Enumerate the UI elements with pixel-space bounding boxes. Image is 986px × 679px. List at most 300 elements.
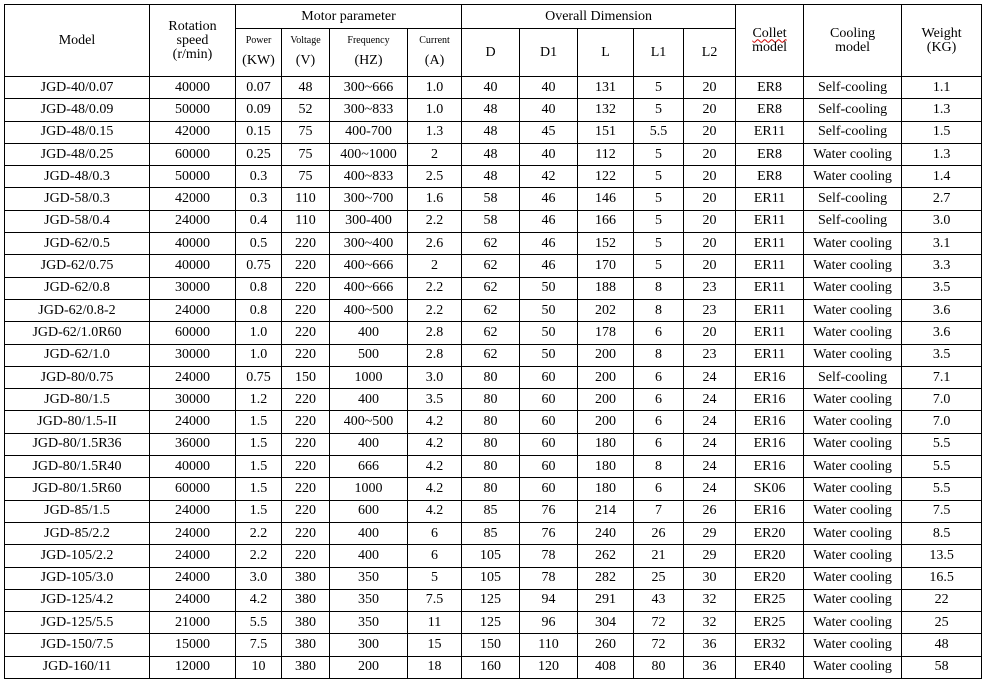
header-model: Model	[5, 5, 150, 77]
cell-model: JGD-62/1.0	[5, 344, 150, 366]
cell-dim-l: 262	[578, 545, 634, 567]
cell-frequency: 300~700	[330, 188, 408, 210]
cell-dim-l1: 5	[634, 188, 684, 210]
cell-rotation-speed: 24000	[150, 522, 236, 544]
cell-power: 0.8	[236, 299, 282, 321]
cell-dim-l1: 5	[634, 210, 684, 232]
cell-voltage: 75	[282, 166, 330, 188]
cell-collet: ER32	[736, 634, 804, 656]
cell-dim-d: 160	[462, 656, 520, 678]
cell-power: 7.5	[236, 634, 282, 656]
cell-cooling: Self-cooling	[804, 77, 902, 99]
table-row	[5, 656, 982, 678]
cell-model: JGD-150/7.5	[5, 634, 150, 656]
cell-dim-l1: 5	[634, 77, 684, 99]
cell-frequency: 600	[330, 500, 408, 522]
cell-cooling: Water cooling	[804, 589, 902, 611]
cell-model: JGD-48/0.15	[5, 121, 150, 143]
cell-model: JGD-160/11	[5, 656, 150, 678]
cell-collet: ER8	[736, 99, 804, 121]
cell-dim-l: 152	[578, 233, 634, 255]
table-row	[5, 344, 982, 366]
cell-weight: 13.5	[902, 545, 982, 567]
cell-collet: ER20	[736, 545, 804, 567]
cell-dim-l2: 24	[684, 456, 736, 478]
cell-dim-d: 125	[462, 589, 520, 611]
cell-voltage: 220	[282, 500, 330, 522]
table-row	[5, 143, 982, 165]
cell-dim-d: 62	[462, 233, 520, 255]
cell-rotation-speed: 42000	[150, 121, 236, 143]
cell-power: 5.5	[236, 612, 282, 634]
cell-power: 0.3	[236, 166, 282, 188]
cell-power: 0.15	[236, 121, 282, 143]
cell-cooling: Water cooling	[804, 634, 902, 656]
cell-current: 3.0	[408, 366, 462, 388]
cell-model: JGD-125/5.5	[5, 612, 150, 634]
cell-dim-l1: 72	[634, 612, 684, 634]
table-row	[5, 77, 982, 99]
cell-frequency: 400	[330, 522, 408, 544]
cell-dim-l2: 26	[684, 500, 736, 522]
cell-dim-l1: 8	[634, 299, 684, 321]
cell-voltage: 110	[282, 188, 330, 210]
cell-dim-l1: 25	[634, 567, 684, 589]
cell-power: 2.2	[236, 545, 282, 567]
cell-collet: ER11	[736, 344, 804, 366]
header-weight	[902, 5, 982, 77]
cell-current: 2.6	[408, 233, 462, 255]
cell-power: 0.3	[236, 188, 282, 210]
cell-weight: 8.5	[902, 522, 982, 544]
cell-dim-l1: 6	[634, 322, 684, 344]
cell-model: JGD-48/0.3	[5, 166, 150, 188]
cell-current: 2	[408, 143, 462, 165]
cell-dim-d: 105	[462, 545, 520, 567]
cell-rotation-speed: 24000	[150, 366, 236, 388]
cell-power: 1.0	[236, 322, 282, 344]
cell-model: JGD-125/4.2	[5, 589, 150, 611]
cell-rotation-speed: 50000	[150, 99, 236, 121]
cell-model: JGD-80/0.75	[5, 366, 150, 388]
cell-collet: ER11	[736, 121, 804, 143]
cell-weight: 58	[902, 656, 982, 678]
cell-current: 7.5	[408, 589, 462, 611]
cell-dim-d: 150	[462, 634, 520, 656]
cell-frequency: 200	[330, 656, 408, 678]
cell-voltage: 380	[282, 612, 330, 634]
cell-cooling: Water cooling	[804, 233, 902, 255]
cell-dim-l1: 6	[634, 478, 684, 500]
cell-dim-l2: 23	[684, 299, 736, 321]
cell-dim-l: 180	[578, 478, 634, 500]
header-weight-line2: (KG)	[926, 39, 957, 55]
spec-table-body	[5, 77, 982, 679]
cell-current: 2.2	[408, 299, 462, 321]
cell-voltage: 220	[282, 255, 330, 277]
cell-dim-d1: 46	[520, 233, 578, 255]
cell-dim-l1: 5	[634, 233, 684, 255]
cell-dim-l2: 23	[684, 344, 736, 366]
cell-frequency: 400~833	[330, 166, 408, 188]
cell-dim-d: 62	[462, 299, 520, 321]
cell-rotation-speed: 24000	[150, 210, 236, 232]
cell-voltage: 110	[282, 210, 330, 232]
cell-current: 18	[408, 656, 462, 678]
cell-dim-l1: 72	[634, 634, 684, 656]
cell-collet: SK06	[736, 478, 804, 500]
cell-dim-d1: 46	[520, 255, 578, 277]
cell-dim-l2: 24	[684, 366, 736, 388]
cell-frequency: 400~500	[330, 411, 408, 433]
cell-dim-l: 170	[578, 255, 634, 277]
cell-dim-d: 48	[462, 99, 520, 121]
cell-weight: 3.3	[902, 255, 982, 277]
cell-weight: 1.5	[902, 121, 982, 143]
cell-dim-d1: 40	[520, 143, 578, 165]
cell-voltage: 380	[282, 589, 330, 611]
cell-voltage: 52	[282, 99, 330, 121]
cell-dim-l1: 5	[634, 166, 684, 188]
table-row	[5, 522, 982, 544]
table-row	[5, 589, 982, 611]
cell-dim-d: 105	[462, 567, 520, 589]
cell-dim-l2: 20	[684, 210, 736, 232]
header-dim-d: D	[462, 29, 520, 77]
header-weight-line1: Weight	[921, 25, 962, 41]
cell-dim-l: 214	[578, 500, 634, 522]
cell-dim-d1: 94	[520, 589, 578, 611]
cell-dim-l2: 20	[684, 233, 736, 255]
cell-dim-l: 112	[578, 143, 634, 165]
cell-dim-l2: 36	[684, 656, 736, 678]
cell-weight: 7.0	[902, 389, 982, 411]
cell-collet: ER20	[736, 567, 804, 589]
cell-current: 5	[408, 567, 462, 589]
header-rotation-line3: (r/min)	[172, 46, 213, 62]
cell-power: 1.5	[236, 478, 282, 500]
cell-dim-l2: 20	[684, 188, 736, 210]
cell-voltage: 220	[282, 322, 330, 344]
cell-voltage: 220	[282, 233, 330, 255]
cell-frequency: 500	[330, 344, 408, 366]
cell-frequency: 300~666	[330, 77, 408, 99]
cell-dim-l2: 36	[684, 634, 736, 656]
cell-dim-d1: 46	[520, 210, 578, 232]
cell-collet: ER16	[736, 456, 804, 478]
table-row	[5, 478, 982, 500]
cell-voltage: 220	[282, 478, 330, 500]
cell-frequency: 400~1000	[330, 143, 408, 165]
cell-voltage: 380	[282, 567, 330, 589]
cell-model: JGD-85/1.5	[5, 500, 150, 522]
cell-power: 1.0	[236, 344, 282, 366]
cell-model: JGD-85/2.2	[5, 522, 150, 544]
cell-weight: 25	[902, 612, 982, 634]
cell-current: 2.8	[408, 344, 462, 366]
cell-current: 3.5	[408, 389, 462, 411]
cell-dim-l1: 6	[634, 366, 684, 388]
cell-dim-l1: 8	[634, 456, 684, 478]
table-row	[5, 166, 982, 188]
cell-frequency: 400	[330, 389, 408, 411]
cell-dim-d1: 50	[520, 299, 578, 321]
cell-voltage: 220	[282, 389, 330, 411]
cell-dim-l1: 7	[634, 500, 684, 522]
cell-voltage: 220	[282, 522, 330, 544]
cell-dim-l2: 20	[684, 121, 736, 143]
cell-cooling: Water cooling	[804, 656, 902, 678]
cell-cooling: Water cooling	[804, 478, 902, 500]
header-collet-line2: model	[752, 39, 788, 55]
cell-dim-l1: 21	[634, 545, 684, 567]
cell-collet: ER8	[736, 77, 804, 99]
cell-model: JGD-80/1.5R40	[5, 456, 150, 478]
cell-cooling: Water cooling	[804, 545, 902, 567]
cell-dim-d1: 76	[520, 500, 578, 522]
cell-dim-l2: 30	[684, 567, 736, 589]
cell-current: 1.0	[408, 77, 462, 99]
cell-model: JGD-48/0.25	[5, 143, 150, 165]
cell-frequency: 400	[330, 433, 408, 455]
cell-collet: ER8	[736, 143, 804, 165]
cell-collet: ER11	[736, 299, 804, 321]
cell-power: 0.4	[236, 210, 282, 232]
cell-power: 2.2	[236, 522, 282, 544]
cell-cooling: Water cooling	[804, 299, 902, 321]
cell-cooling: Water cooling	[804, 389, 902, 411]
cell-dim-l2: 24	[684, 411, 736, 433]
cell-model: JGD-80/1.5	[5, 389, 150, 411]
cell-model: JGD-62/0.8-2	[5, 299, 150, 321]
cell-dim-l: 291	[578, 589, 634, 611]
cell-rotation-speed: 24000	[150, 299, 236, 321]
cell-rotation-speed: 21000	[150, 612, 236, 634]
cell-dim-l: 131	[578, 77, 634, 99]
cell-dim-l: 151	[578, 121, 634, 143]
header-current-label: Current	[419, 34, 450, 46]
cell-collet: ER11	[736, 277, 804, 299]
cell-dim-l1: 5	[634, 143, 684, 165]
cell-frequency: 400	[330, 545, 408, 567]
cell-dim-l: 188	[578, 277, 634, 299]
cell-dim-l: 408	[578, 656, 634, 678]
cell-model: JGD-58/0.4	[5, 210, 150, 232]
cell-power: 0.07	[236, 77, 282, 99]
cell-collet: ER11	[736, 233, 804, 255]
cell-dim-l: 200	[578, 411, 634, 433]
cell-cooling: Self-cooling	[804, 188, 902, 210]
cell-dim-d: 80	[462, 366, 520, 388]
cell-current: 15	[408, 634, 462, 656]
cell-current: 6	[408, 522, 462, 544]
cell-cooling: Water cooling	[804, 500, 902, 522]
cell-frequency: 400~666	[330, 277, 408, 299]
cell-dim-d: 85	[462, 500, 520, 522]
cell-weight: 3.5	[902, 277, 982, 299]
cell-dim-d1: 40	[520, 77, 578, 99]
header-current-unit: (A)	[424, 52, 445, 68]
cell-rotation-speed: 12000	[150, 656, 236, 678]
cell-dim-d: 80	[462, 411, 520, 433]
cell-voltage: 220	[282, 456, 330, 478]
cell-weight: 1.3	[902, 143, 982, 165]
table-row	[5, 322, 982, 344]
cell-cooling: Water cooling	[804, 344, 902, 366]
cell-rotation-speed: 60000	[150, 322, 236, 344]
cell-collet: ER25	[736, 612, 804, 634]
cell-cooling: Water cooling	[804, 456, 902, 478]
cell-power: 1.2	[236, 389, 282, 411]
cell-dim-l1: 43	[634, 589, 684, 611]
cell-model: JGD-80/1.5R36	[5, 433, 150, 455]
cell-collet: ER16	[736, 500, 804, 522]
cell-dim-d: 125	[462, 612, 520, 634]
cell-collet: ER20	[736, 522, 804, 544]
cell-rotation-speed: 24000	[150, 589, 236, 611]
cell-dim-l: 180	[578, 456, 634, 478]
table-row	[5, 389, 982, 411]
cell-frequency: 1000	[330, 366, 408, 388]
cell-dim-l1: 80	[634, 656, 684, 678]
cell-dim-l1: 5	[634, 255, 684, 277]
header-cooling-line1: Cooling	[830, 25, 876, 41]
table-row	[5, 567, 982, 589]
cell-dim-l1: 6	[634, 389, 684, 411]
cell-power: 0.09	[236, 99, 282, 121]
cell-dim-l1: 5.5	[634, 121, 684, 143]
cell-dim-d1: 110	[520, 634, 578, 656]
cell-dim-l1: 26	[634, 522, 684, 544]
cell-weight: 2.7	[902, 188, 982, 210]
cell-dim-l: 200	[578, 344, 634, 366]
cell-weight: 1.3	[902, 99, 982, 121]
cell-model: JGD-48/0.09	[5, 99, 150, 121]
cell-current: 4.2	[408, 478, 462, 500]
table-row	[5, 612, 982, 634]
cell-dim-l2: 23	[684, 277, 736, 299]
cell-current: 2.8	[408, 322, 462, 344]
cell-power: 0.75	[236, 366, 282, 388]
header-voltage	[282, 29, 330, 77]
cell-dim-d1: 50	[520, 322, 578, 344]
cell-cooling: Self-cooling	[804, 121, 902, 143]
cell-dim-l: 178	[578, 322, 634, 344]
header-motor-parameter: Motor parameter	[236, 5, 462, 29]
cell-power: 0.5	[236, 233, 282, 255]
cell-weight: 5.5	[902, 456, 982, 478]
cell-voltage: 380	[282, 634, 330, 656]
cell-current: 2.2	[408, 210, 462, 232]
cell-dim-l1: 5	[634, 99, 684, 121]
table-row	[5, 233, 982, 255]
cell-dim-d1: 76	[520, 522, 578, 544]
cell-power: 10	[236, 656, 282, 678]
cell-dim-l: 146	[578, 188, 634, 210]
cell-frequency: 400~500	[330, 299, 408, 321]
cell-cooling: Water cooling	[804, 522, 902, 544]
cell-dim-l: 200	[578, 389, 634, 411]
cell-power: 1.5	[236, 433, 282, 455]
cell-current: 1.6	[408, 188, 462, 210]
table-row	[5, 188, 982, 210]
cell-weight: 1.4	[902, 166, 982, 188]
cell-frequency: 350	[330, 589, 408, 611]
cell-dim-d: 48	[462, 166, 520, 188]
cell-weight: 7.1	[902, 366, 982, 388]
cell-collet: ER11	[736, 210, 804, 232]
cell-cooling: Water cooling	[804, 255, 902, 277]
cell-collet: ER11	[736, 322, 804, 344]
cell-dim-l2: 29	[684, 545, 736, 567]
cell-cooling: Self-cooling	[804, 99, 902, 121]
cell-current: 6	[408, 545, 462, 567]
cell-dim-l2: 32	[684, 612, 736, 634]
cell-voltage: 48	[282, 77, 330, 99]
cell-weight: 5.5	[902, 433, 982, 455]
table-row	[5, 411, 982, 433]
cell-current: 2.5	[408, 166, 462, 188]
cell-voltage: 220	[282, 277, 330, 299]
cell-rotation-speed: 24000	[150, 567, 236, 589]
cell-weight: 16.5	[902, 567, 982, 589]
header-dim-d1: D1	[520, 29, 578, 77]
cell-dim-d: 62	[462, 277, 520, 299]
header-rotation-speed	[150, 5, 236, 77]
cell-weight: 22	[902, 589, 982, 611]
cell-weight: 3.0	[902, 210, 982, 232]
cell-rotation-speed: 50000	[150, 166, 236, 188]
cell-rotation-speed: 24000	[150, 545, 236, 567]
header-current	[408, 29, 462, 77]
cell-voltage: 150	[282, 366, 330, 388]
header-overall-dimension: Overall Dimension	[462, 5, 736, 29]
table-row	[5, 545, 982, 567]
cell-dim-d1: 60	[520, 456, 578, 478]
cell-frequency: 350	[330, 567, 408, 589]
table-row	[5, 121, 982, 143]
cell-model: JGD-58/0.3	[5, 188, 150, 210]
header-voltage-unit: (V)	[295, 52, 316, 68]
cell-voltage: 75	[282, 121, 330, 143]
cell-rotation-speed: 40000	[150, 456, 236, 478]
cell-frequency: 400-700	[330, 121, 408, 143]
cell-dim-d1: 60	[520, 478, 578, 500]
cell-weight: 3.6	[902, 322, 982, 344]
table-row	[5, 210, 982, 232]
table-row	[5, 99, 982, 121]
cell-cooling: Water cooling	[804, 166, 902, 188]
cell-power: 3.0	[236, 567, 282, 589]
header-power	[236, 29, 282, 77]
cell-model: JGD-40/0.07	[5, 77, 150, 99]
cell-frequency: 300~400	[330, 233, 408, 255]
cell-cooling: Water cooling	[804, 143, 902, 165]
header-collet-line1: Collet	[752, 25, 787, 41]
table-row	[5, 500, 982, 522]
cell-rotation-speed: 30000	[150, 389, 236, 411]
cell-frequency: 350	[330, 612, 408, 634]
cell-weight: 3.1	[902, 233, 982, 255]
header-rotation-line1: Rotation	[168, 18, 217, 34]
cell-collet: ER16	[736, 389, 804, 411]
cell-power: 0.75	[236, 255, 282, 277]
cell-current: 4.2	[408, 433, 462, 455]
cell-current: 1.0	[408, 99, 462, 121]
cell-dim-d1: 50	[520, 277, 578, 299]
cell-dim-d: 85	[462, 522, 520, 544]
cell-cooling: Water cooling	[804, 277, 902, 299]
